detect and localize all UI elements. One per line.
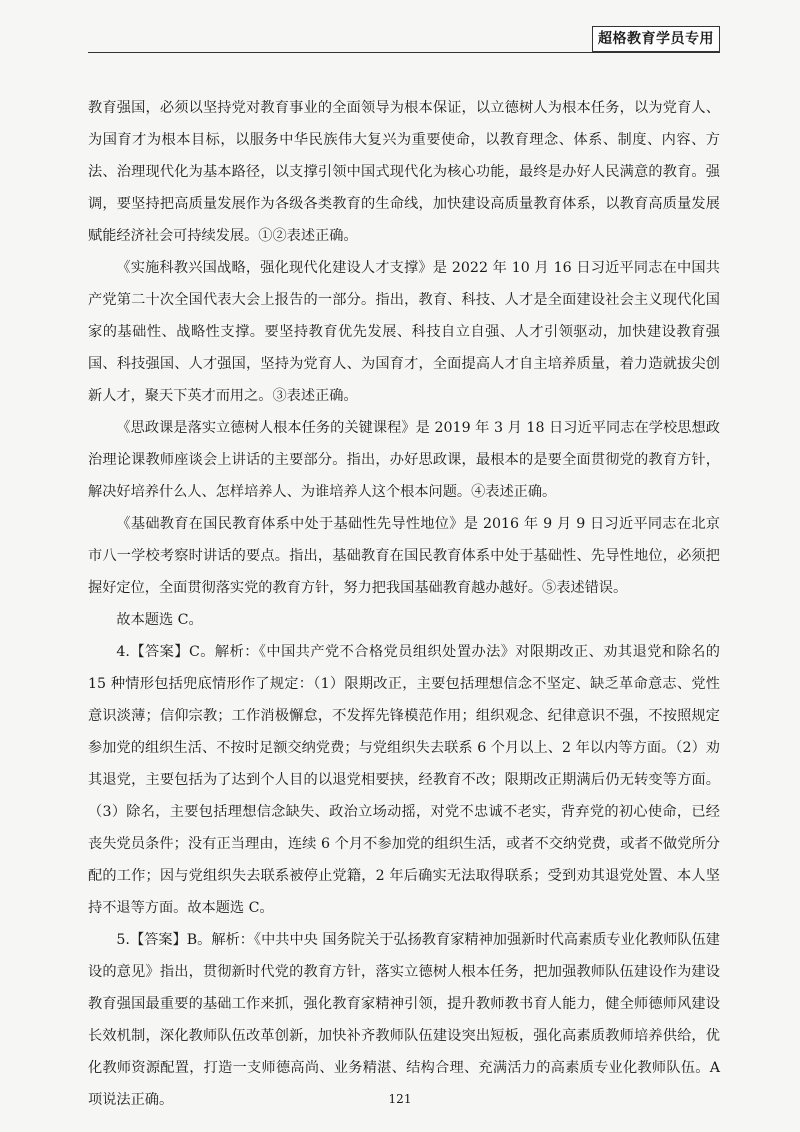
paragraph-ideological-course: 《思政课是落实立德树人根本任务的关键课程》是 2019 年 3 月 18 日习近平同志在学校思想政治理论课教师座谈会上讲话的主要部分。指出，办好思政课，最根本的是要全面贯彻党的教育方针，解决好培养什么人、怎样培养人、为谁培养人这个根本问题。④表述正确。 (88, 420, 720, 500)
paragraph-question-4: 4.【答案】C。解析：《中国共产党不合格党员组织处置办法》对限期改正、劝其退党和除名的 15 种情形包括兜底情形作了规定：（1）限期改正，主要包括理想信念不坚定、缺乏革命意志、党性意识淡薄；信仰宗教；工作消极懈怠，不发挥先锋模范作用；组织观念、纪律意识不强，不按照规定参加党的组织生活、不按时足额交纳党费；与党组织失去联系 6 个月以上、2 年以内等方面。（2）劝其退党，主要包括为了达到个人目的以退党相要挟，经教育不改；限期改正期满后仍无转变等方面。（3）除名，主要包括理想信念缺失、政治立场动摇，对党不忠诚不老实，背弃党的初心使命，已经丧失党员条件；没有正当理由，连续 6 个月不参加党的组织生活，或者不交纳党费，或者不做党所分配的工作；因与党组织失去联系被停止党籍，2 年后确实无法取得联系；受到劝其退党处置、本人坚持不退等方面。故本题选 C。 (88, 644, 720, 916)
header-rule (88, 52, 720, 53)
paragraph-answer-summary: 故本题选 C。 (116, 612, 203, 628)
header-badge: 超格教育学员专用 (592, 26, 720, 52)
paragraph-question-5: 5.【答案】B。解析：《中共中央 国务院关于弘扬教育家精神加强新时代高素质专业化教师队伍建设的意见》指出，贯彻新时代党的教育方针，落实立德树人根本任务，把加强教师队伍建设作为建设教育强国最重要的基础工作来抓，强化教育家精神引领，提升教师教书育人能力，健全师德师风建设长效机制，深化教师队伍改革创新，加快补齐教师队伍建设突出短板，强化高素质教师培养供给，优化教师资源配置，打造一支师德高尚、业务精湛、结构合理、充满活力的高素质专业化教师队伍。A 项说法正确。 (88, 932, 720, 1108)
paragraph-basic-education: 《基础教育在国民教育体系中处于基础性先导性地位》是 2016 年 9 月 9 日习近平同志在北京市八一学校考察时讲话的要点。指出，基础教育在国民教育体系中处于基础性、先导性地位，必须把握好定位，全面贯彻落实党的教育方针，努力把我国基础教育越办越好。⑤表述错误。 (88, 516, 720, 596)
paragraph-science-education: 《实施科教兴国战略，强化现代化建设人才支撑》是 2022 年 10 月 16 日习近平同志在中国共产党第二十次全国代表大会上报告的一部分。指出，教育、科技、人才是全面建设社会主义现代化国家的基础性、战略性支撑。要坚持教育优先发展、科技自立自强、人才引领驱动，加快建设教育强国、科技强国、人才强国，坚持为党育人、为国育才，全面提高人才自主培养质量，着力造就拔尖创新人才，聚天下英才而用之。③表述正确。 (88, 260, 720, 404)
page-body (88, 92, 720, 1116)
paragraph-education-power: 教育强国，必须以坚持党对教育事业的全面领导为根本保证，以立德树人为根本任务，以为党育人、为国育才为根本目标，以服务中华民族伟大复兴为重要使命，以教育理念、体系、制度、内容、方法、治理现代化为基本路径，以支撑引领中国式现代化为核心功能，最终是办好人民满意的教育。强调，要坚持把高质量发展作为各级各类教育的生命线，加快建设高质量教育体系，以教育高质量发展赋能经济社会可持续发展。①②表述正确。 (88, 100, 720, 244)
page-number: 121 (388, 1092, 412, 1106)
